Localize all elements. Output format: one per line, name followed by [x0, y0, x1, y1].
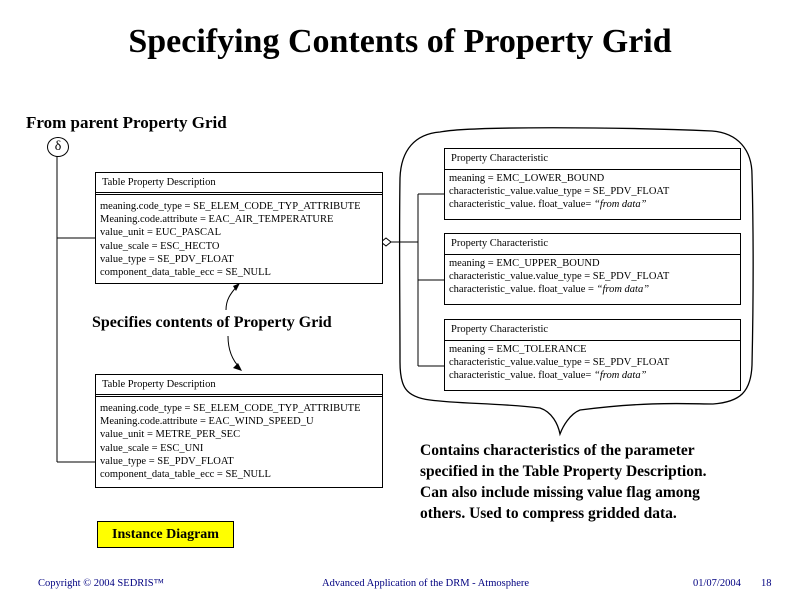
pc-header: Property Characteristic [445, 320, 740, 341]
tpd-attributes [96, 400, 382, 481]
tpd-line: value_type = SE_PDV_FLOAT [100, 253, 234, 265]
property-characteristic-box-1 [444, 148, 741, 220]
pc-line-prefix: characteristic_value. float_value = [449, 284, 594, 296]
tpd-line: Meaning.code.attribute = EAC_WIND_SPEED_U [100, 416, 314, 428]
pc-line: meaning = EMC_LOWER_BOUND [449, 173, 605, 184]
contains-line: Can also include missing value flag among [420, 484, 700, 501]
tpd-attributes [96, 198, 382, 279]
pc-line [449, 283, 740, 296]
specifies-label: Specifies contents of Property Grid [92, 314, 332, 331]
tpd-header: Table Property Description [96, 173, 382, 195]
pc-header: Property Characteristic [445, 149, 740, 170]
tpd-line: value_unit = EUC_PASCAL [100, 227, 222, 239]
contains-line: Contains characteristics of the parameter [420, 442, 695, 459]
footer-copyright: Copyright © 2004 SEDRIS™ [38, 578, 164, 589]
tpd-line: meaning.code_type = SE_ELEM_CODE_TYP_ATTRIBUTE [100, 201, 361, 212]
property-characteristic-box-3 [444, 319, 741, 391]
contains-line: specified in the Table Property Description. [420, 463, 707, 480]
pc-line: characteristic_value.value_type = SE_PDV_FLOAT [449, 357, 670, 369]
footer-page-number: 18 [761, 578, 772, 589]
pc-line: meaning = EMC_UPPER_BOUND [449, 258, 600, 269]
page-title: Specifying Contents of Property Grid [128, 23, 672, 60]
tpd-line: value_type = SE_PDV_FLOAT [100, 455, 234, 467]
pc-attributes [445, 341, 740, 383]
tpd-line: meaning.code_type = SE_ELEM_CODE_TYP_ATTRIBUTE [100, 403, 361, 414]
pc-line-prefix: characteristic_value. float_value= [449, 370, 592, 382]
table-property-description-box-1 [95, 172, 383, 284]
pc-line [449, 198, 740, 211]
footer-date: 01/07/2004 [693, 578, 741, 589]
pc-attributes [445, 170, 740, 212]
pc-line: characteristic_value.value_type = SE_PDV_FLOAT [449, 271, 670, 283]
pc-line: meaning = EMC_TOLERANCE [449, 344, 587, 355]
footer-title: Advanced Application of the DRM - Atmosphere [322, 578, 530, 589]
arrowhead-down-icon [233, 363, 242, 371]
pc-line-value: “from data” [596, 284, 650, 296]
contains-line: others. Used to compress gridded data. [420, 505, 677, 522]
pc-line: characteristic_value.value_type = SE_PDV_FLOAT [449, 186, 670, 198]
tpd-line: component_data_table_ecc = SE_NULL [100, 469, 271, 481]
pc-header: Property Characteristic [445, 234, 740, 255]
tpd-header: Table Property Description [96, 375, 382, 397]
from-parent-label: From parent Property Grid [26, 113, 227, 132]
pc-line [449, 369, 740, 382]
table-property-description-box-2 [95, 374, 383, 488]
pc-attributes [445, 255, 740, 297]
delta-node: δ [47, 137, 69, 157]
tpd-line: value_scale = ESC_HECTO [100, 240, 220, 252]
arrow-to-tpd-2 [228, 336, 240, 368]
tpd-line: value_unit = METRE_PER_SEC [100, 429, 241, 441]
tpd-line: value_scale = ESC_UNI [100, 442, 204, 454]
property-characteristic-box-2 [444, 233, 741, 305]
contains-description [420, 440, 706, 524]
tpd-line: Meaning.code.attribute = EAC_AIR_TEMPERATURE [100, 214, 334, 226]
pc-line-prefix: characteristic_value. float_value= [449, 199, 592, 211]
tpd-line: component_data_table_ecc = SE_NULL [100, 267, 271, 279]
pc-line-value: “from data” [593, 370, 647, 382]
instance-diagram-label: Instance Diagram [97, 521, 234, 548]
pc-line-value: “from data” [593, 199, 647, 211]
